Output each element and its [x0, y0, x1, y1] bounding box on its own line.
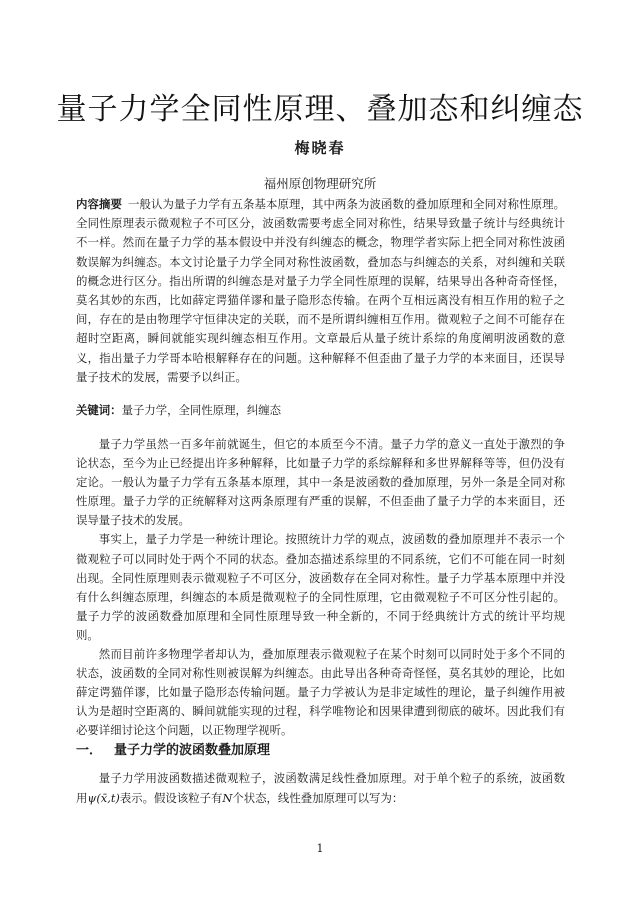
paragraph: 事实上，量子力学是一种统计理论。按照统计力学的观点，波函数的叠加原理并不表示一个微观粒子可以同时处于两个不同的状态。叠加态描述系综里的不同系统，它们不可能在同一时刻出现。全同性原理则表示微观粒子不可区分，波函数存在全同对称性。量子力学基本原理中并没有什么纠缠态原理，纠缠态的本质是微观粒子的全同性原理，它由微观粒子不可区分性引起的。量子力学的波函数叠加原理和全同性原理导致一种全新的，不同于经典统计方式的统计平均规则。 [76, 532, 565, 642]
keywords [76, 401, 565, 420]
keywords-text: 量子力学，全同性原理，纠缠态 [121, 403, 282, 417]
section-heading [76, 739, 565, 758]
keywords-label: 关键词： [76, 403, 122, 417]
abstract [76, 195, 565, 387]
abstract-text: 一般认为量子力学有五条基本原理，其中两条为波函数的叠加原理和全同对称性原理。全同性原理表示微观粒子不可区分，波函数需要考虑全同对称性，结果导致量子统计与经典统计不一样。然而在量子力学的基本假设中并没有纠缠态的概念，物理学者实际上把全同对称性波函数误解为纠缠态。本文讨论量子力学全同对称性波函数，叠加态与纠缠态的关系，对纠缠和关联的概念进行区分。指出所谓的纠缠态是对量子力学全同性原理的误解，结果导出各种奇奇怪怪，莫名其妙的东西，比如薛定谔猫佯谬和量子隐形态传输。在两个互相远离没有相互作用的粒子之间，存在的是由物理学守恒律决定的关联，而不是所谓纠缠相互作用。微观粒子之间不可能存在超时空距离，瞬间就能实现纠缠态相互作用。文章最后从量子统计系综的角度阐明波函数的意义，指出量子力学哥本哈根解释存在的问题。这种解释不但歪曲了量子力学的本来面目，还误导量子技术的发展，需要予以纠正。 [76, 197, 565, 384]
section-text-1: 量子力学用波函数描述微观粒子，波函数满足线性叠加原理。对于单个粒子的系统，波函数用 [76, 771, 565, 805]
section-text-3: 个状态，线性叠加原理可以写为： [232, 791, 404, 805]
variable-n: N [222, 791, 233, 805]
section-number: 一． [76, 743, 103, 758]
paragraph: 量子力学虽然一百多年前就诞生，但它的本质至今不清。量子力学的意义一直处于激烈的争论状态，至今为止已经提出许多种解释，比如量子力学的系综解释和多世界解释等等，但仍没有定论。一般认为量子力学有五条基本原理，其中一条是波函数的叠加原理，另外一条是全同对称性原理。量子力学的正统解释对这两条原理有严重的误解，不但歪曲了量子力学的本来面目，还误导量子技术的发展。 [76, 437, 565, 528]
paper-title: 量子力学全同性原理、叠加态和纠缠态 [56, 92, 584, 127]
paragraph: 然而目前许多物理学者却认为，叠加原理表示微观粒子在某个时刻可以同时处于多个不同的状态，波函数的全同对称性则被误解为纠缠态。由此导出各种奇奇怪怪，莫名其妙的理论，比如薛定谔猫佯谬，比如量子隐形态传输问题。量子力学被认为是非定域性的理论，量子纠缠作用被认为是超时空距离的、瞬间就能实现的过程，科学唯物论和因果律遭到彻底的破坏。因此我们有必要详细讨论这个问题，以正物理学视听。 [76, 647, 565, 738]
author-name: 梅晓春 [294, 139, 346, 157]
introduction [76, 435, 565, 741]
section-text-2: 表示。假设该粒子有 [119, 791, 223, 805]
wavefunction-formula: ψ(x̄,t) [87, 791, 120, 805]
section-body [76, 768, 565, 808]
affiliation: 福州原创物理研究所 [263, 176, 377, 191]
page-number: 1 [316, 842, 324, 855]
paragraph [76, 768, 565, 808]
section-title: 量子力学的波函数叠加原理 [114, 743, 271, 758]
abstract-label: 内容摘要 [76, 197, 123, 211]
